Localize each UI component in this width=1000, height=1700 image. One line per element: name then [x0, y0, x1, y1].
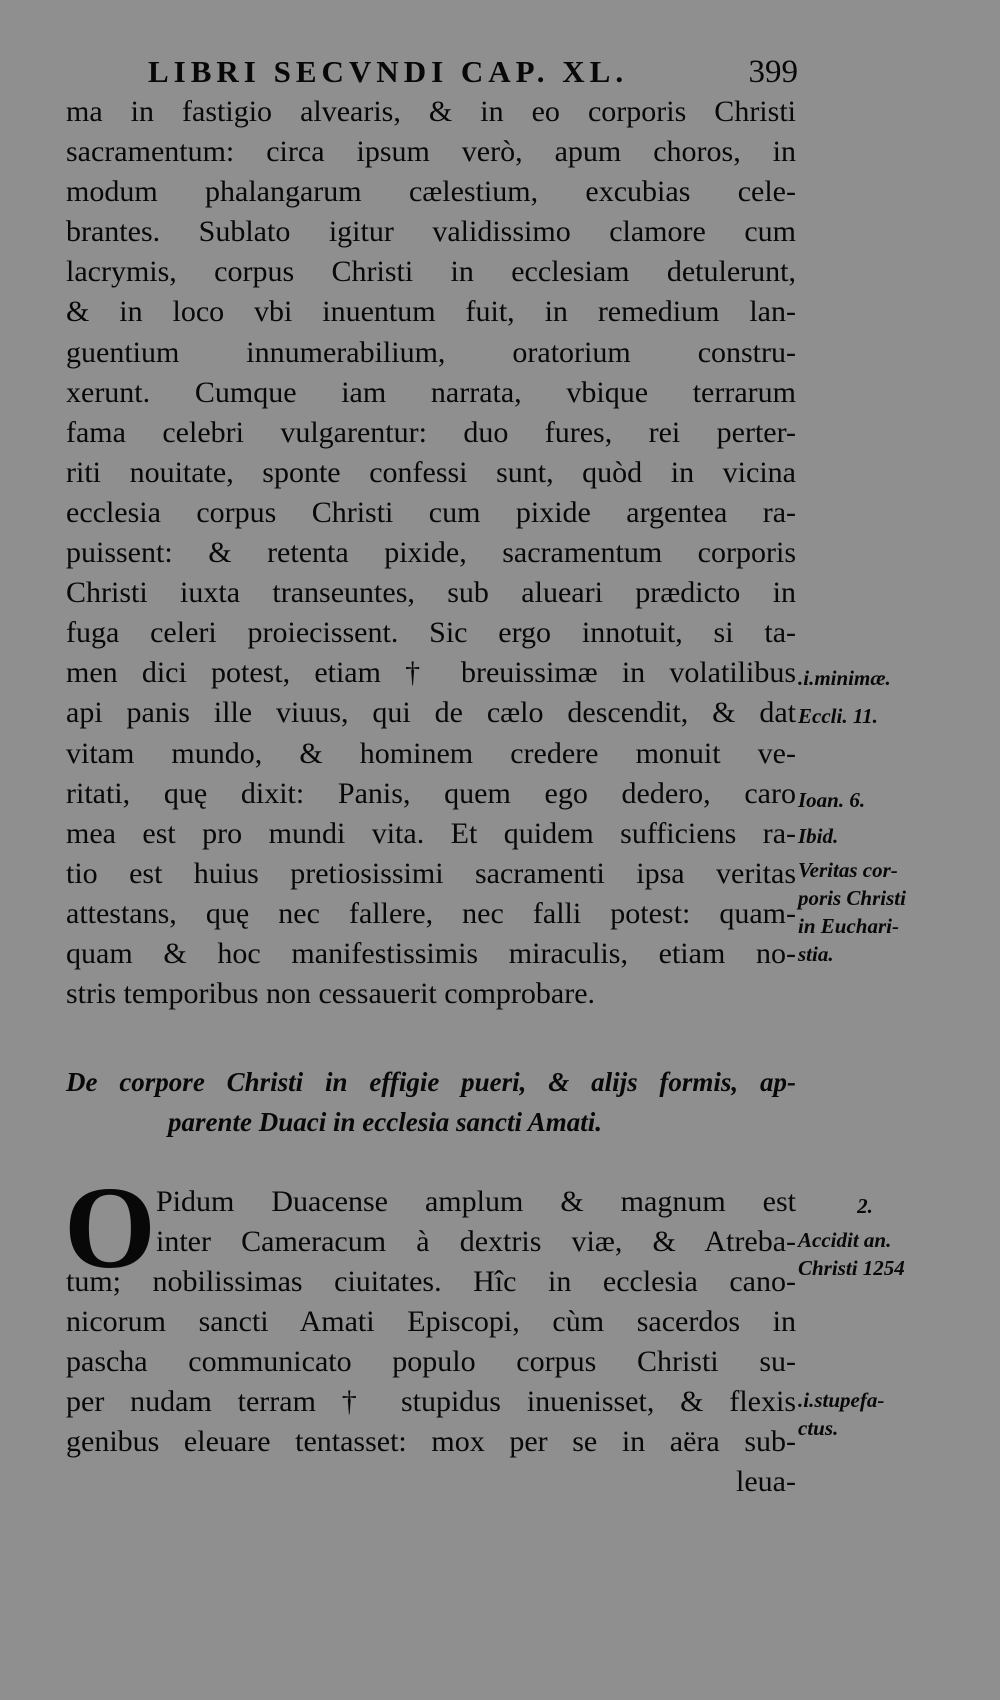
text-line: modum phalangarum cælestium, excubias cele-	[66, 175, 796, 209]
running-title: LIBRI SECVNDI CAP. XL.	[148, 54, 629, 89]
text-line: Pidum Duacense amplum & magnum est	[156, 1185, 796, 1218]
drop-cap: O	[64, 1162, 156, 1293]
text-line: per nudam terram † stupidus inuenisset, & flexis	[66, 1385, 796, 1418]
section-heading-line: parente Duaci in ecclesia sancti Amati.	[168, 1107, 602, 1137]
margin-note	[820, 1192, 910, 1220]
margin-note	[798, 664, 948, 692]
running-head	[148, 54, 798, 94]
margin-note-line: ctus.	[798, 1416, 839, 1440]
margin-note	[798, 786, 948, 814]
text-line: guentium innumerabilium, oratorium constru-	[66, 335, 796, 369]
text-line: quam & hoc manifestissimis miraculis, etiam no-	[66, 936, 796, 970]
text-line: lacrymis, corpus Christi in ecclesiam detulerunt,	[66, 255, 796, 289]
text-line: ritati, quę dixit: Panis, quem ego dedero, caro	[66, 776, 796, 810]
margin-note	[798, 1386, 948, 1442]
margin-note-line: Ioan. 6.	[798, 788, 866, 812]
text-line: genibus eleuare tentasset: mox per se in aëra sub-	[66, 1425, 796, 1458]
text-line: pascha communicato populo corpus Christi su-	[66, 1345, 796, 1378]
margin-note-line: Accidit an.	[798, 1228, 892, 1252]
margin-note-line: stia.	[798, 942, 834, 966]
text-line: riti nouitate, sponte confessi sunt, quòd in vicina	[66, 455, 796, 489]
catchword: leua-	[736, 1465, 796, 1498]
section-heading	[66, 1062, 796, 1142]
text-line: puissent: & retenta pixide, sacramentum corporis	[66, 536, 796, 570]
text-line: nicorum sancti Amati Episcopi, cùm sacerdos in	[66, 1305, 796, 1338]
text-line: tio est huius pretiosissimi sacramenti ipsa veritas	[66, 856, 796, 890]
text-line: api panis ille viuus, qui de cælo descendit, & dat	[66, 696, 796, 730]
text-line: men dici potest, etiam † breuissimæ in volatilibus	[66, 656, 796, 690]
text-line: brantes. Sublato igitur validissimo clamore cum	[66, 215, 796, 249]
chapter-text	[66, 1182, 796, 1502]
section-heading-line: De corpore Christi in effigie pueri, & alijs formis, ap-	[66, 1067, 796, 1097]
text-line: mea est pro mundi vita. Et quidem sufficiens ra-	[66, 816, 796, 850]
margin-note-line: in Euchari-	[798, 914, 899, 938]
text-line: xerunt. Cumque iam narrata, vbique terrarum	[66, 375, 796, 409]
margin-note-line: Veritas cor-	[798, 858, 898, 882]
text-line: tum; nobilissimas ciuitates. Hîc in ecclesia cano-	[66, 1265, 796, 1298]
margin-note-line: Christi 1254	[798, 1256, 905, 1280]
page-number: 399	[748, 54, 798, 90]
margin-note-line: Ibid.	[798, 824, 839, 848]
text-line: ecclesia corpus Christi cum pixide argentea ra-	[66, 495, 796, 529]
text-line: fuga celeri proiecissent. Sic ergo innotuit, si ta-	[66, 616, 796, 650]
margin-note	[798, 702, 948, 730]
text-line: stris temporibus non cessauerit comprobare.	[66, 977, 596, 1011]
margin-note-line: Eccli. 11.	[798, 704, 878, 728]
text-line: sacramentum: circa ipsum verò, apum choros, in	[66, 135, 796, 169]
margin-note	[798, 822, 948, 850]
text-line: ma in fastigio alvearis, & in eo corporis Christi	[66, 95, 796, 128]
text-line: inter Cameracum à dextris viæ, & Atreba-	[156, 1225, 796, 1258]
margin-note	[798, 856, 948, 968]
text-line: & in loco vbi inuentum fuit, in remedium lan-	[66, 295, 796, 329]
text-line: Christi iuxta transeuntes, sub alueari prædicto in	[66, 576, 796, 610]
text-line: attestans, quę nec fallere, nec falli potest: quam-	[66, 896, 796, 930]
margin-note-line: poris Christi	[798, 886, 906, 910]
margin-note-line: .i.minimæ.	[798, 666, 891, 690]
margin-note	[798, 1226, 948, 1282]
body-text	[66, 92, 796, 1014]
section-number: 2.	[857, 1194, 873, 1218]
margin-note-line: .i.stupefa-	[798, 1388, 885, 1412]
text-line: vitam mundo, & hominem credere monuit ve-	[66, 736, 796, 770]
text-line: fama celebri vulgarentur: duo fures, rei perter-	[66, 415, 796, 449]
